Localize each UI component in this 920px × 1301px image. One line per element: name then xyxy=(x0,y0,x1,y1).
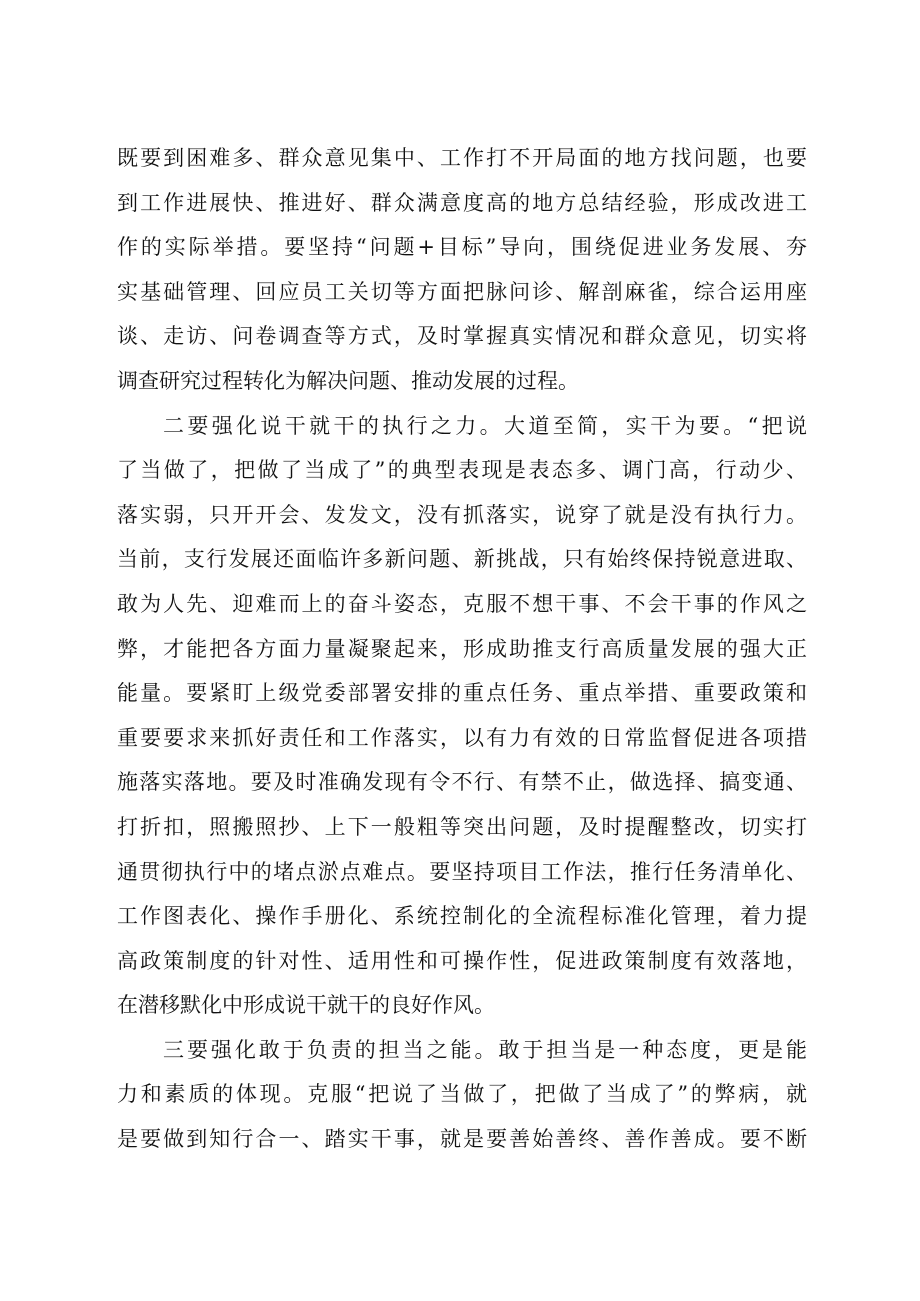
text-line: 三要强化敢于负责的担当之能。敢于担当是一种态度，更是能 xyxy=(163,1037,807,1062)
text-line: 能量。要紧盯上级党委部署安排的重点任务、重点举措、重要政策和 xyxy=(117,681,807,706)
text-line: 通贯彻执行中的堵点淤点难点。要坚持项目工作法，推行任务清单化、 xyxy=(117,859,807,884)
paragraph xyxy=(117,404,807,1028)
text-line: 调查研究过程转化为解决问题、推动发展的过程。 xyxy=(117,368,579,393)
text-line: 既要到困难多、群众意见集中、工作打不开局面的地方找问题，也要 xyxy=(117,146,807,170)
text-line: 在潜移默化中形成说干就干的良好作风。 xyxy=(117,993,495,1018)
text-line: 二要强化说干就干的执行之力。大道至简，实干为要。“把说 xyxy=(163,413,807,438)
text-line: 力和素质的体现。克服“把说了当做了，把做了当成了”的弊病，就 xyxy=(117,1082,807,1107)
text-line: 敢为人先、迎难而上的奋斗姿态，克服不想干事、不会干事的作风之 xyxy=(117,591,807,616)
text-line: 工作图表化、操作手册化、系统控制化的全流程标准化管理，着力提 xyxy=(117,904,807,929)
text-line: 施落实落地。要及时准确发现有令不行、有禁不止，做选择、搞变通、 xyxy=(117,770,807,795)
text-line: 落实弱，只开开会、发发文，没有抓落实，说穿了就是没有执行力。 xyxy=(117,502,807,527)
text-line: 当前，支行发展还面临许多新问题、新挑战，只有始终保持锐意进取、 xyxy=(117,547,807,572)
text-line: 重要要求来抓好责任和工作落实，以有力有效的日常监督促进各项措 xyxy=(117,725,807,750)
text-line: 高政策制度的针对性、适用性和可操作性，促进政策制度有效落地， xyxy=(117,948,807,973)
text-line: 弊，才能把各方面力量凝聚起来，形成助推支行高质量发展的强大正 xyxy=(117,636,807,661)
paragraph xyxy=(117,1028,807,1162)
text-line: 是要做到知行合一、踏实干事，就是要善始善终、善作善成。要不断 xyxy=(117,1127,807,1152)
text-line: 谈、走访、问卷调查等方式，及时掌握真实情况和群众意见，切实将 xyxy=(117,324,807,349)
text-line: 到工作进展快、推进好、群众满意度高的地方总结经验，形成改进工 xyxy=(117,190,807,215)
text-line: 实基础管理、回应员工关切等方面把脉问诊、解剖麻雀，综合运用座 xyxy=(117,279,807,304)
text-line: 打折扣，照搬照抄、上下一般粗等突出问题，及时提醒整改，切实打 xyxy=(117,814,807,839)
paragraph xyxy=(117,136,807,404)
text-line: 作的实际举措。要坚持“问题+目标”导向，围绕促进业务发展、夯 xyxy=(117,235,807,260)
text-line: 了当做了，把做了当成了”的典型表现是表态多、调门高，行动少、 xyxy=(117,458,807,483)
document-body xyxy=(117,136,807,1162)
